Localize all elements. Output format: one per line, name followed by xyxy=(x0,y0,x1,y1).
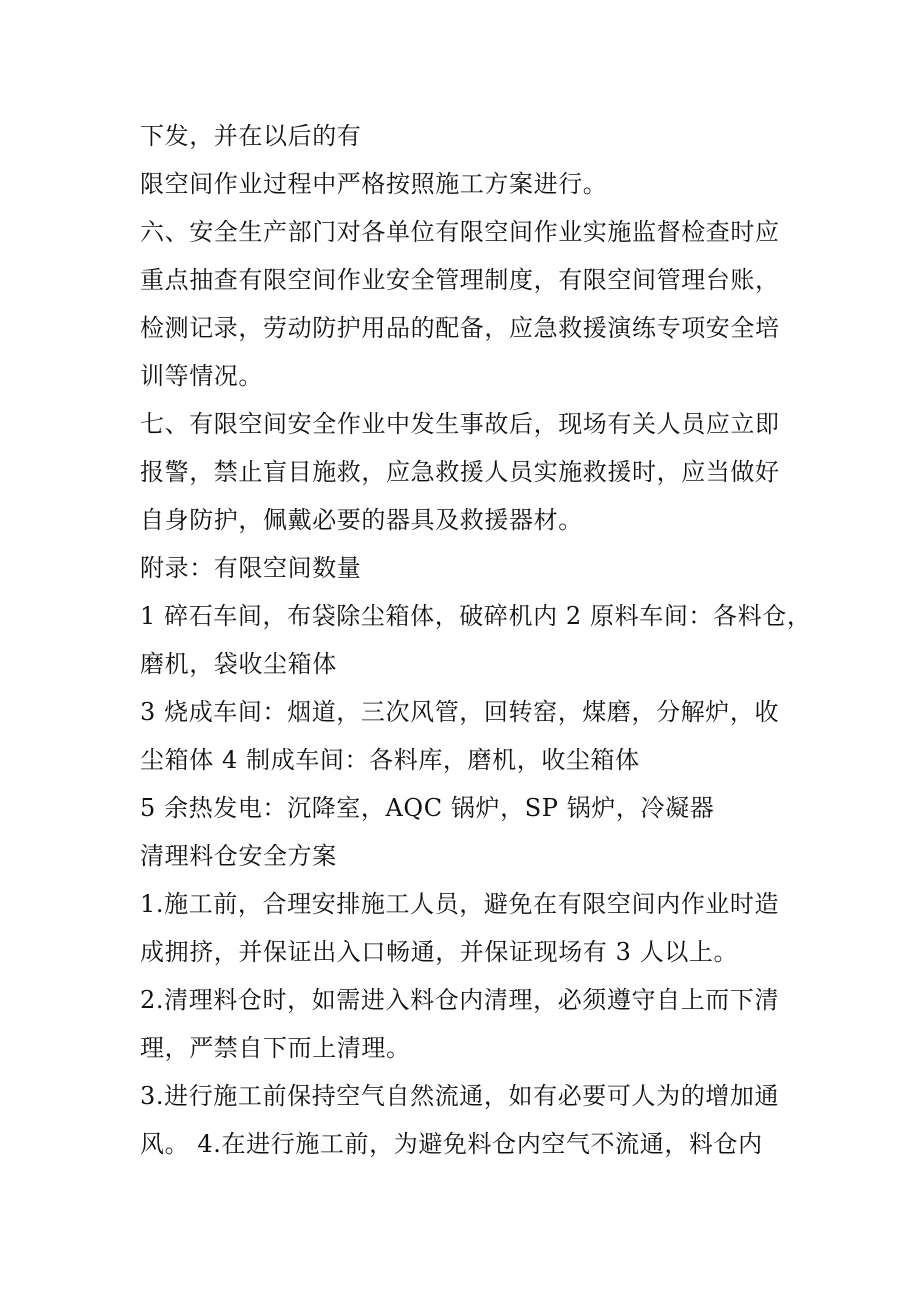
text-line: 5 余热发电：沉降室，AQC 锅炉，SP 锅炉，冷凝器 xyxy=(140,794,715,822)
text-line: 下发，并在以后的有 xyxy=(140,122,362,150)
text-line: 自身防护，佩戴必要的器具及救援器材。 xyxy=(140,506,583,534)
text-line: 磨机，袋收尘箱体 xyxy=(140,650,337,678)
text-line: 成拥挤，并保证出入口畅通，并保证现场有 3 人以上。 xyxy=(140,938,739,966)
text-line: 1.施工前，合理安排施工人员，避免在有限空间内作业时造 xyxy=(140,890,780,918)
text-line: 报警，禁止盲目施救，应急救援人员实施救援时，应当做好 xyxy=(140,458,780,486)
text-line: 六、安全生产部门对各单位有限空间作业实施监督检查时应 xyxy=(140,218,780,246)
section-heading: 清理料仓安全方案 xyxy=(140,842,337,870)
text-line: 重点抽查有限空间作业安全管理制度，有限空间管理台账， xyxy=(140,266,780,294)
text-line: 1 碎石车间，布袋除尘箱体，破碎机内 2 原料车间：各料仓， xyxy=(140,602,812,630)
text-line: 检测记录，劳动防护用品的配备，应急救援演练专项安全培 xyxy=(140,314,780,342)
text-line: 七、有限空间安全作业中发生事故后，现场有关人员应立即 xyxy=(140,410,780,438)
text-line: 理，严禁自下而上清理。 xyxy=(140,1034,411,1062)
text-line: 2.清理料仓时，如需进入料仓内清理，必须遵守自上而下清 xyxy=(140,986,780,1014)
document-body xyxy=(140,112,812,1168)
text-line: 尘箱体 4 制成车间：各料库，磨机，收尘箱体 xyxy=(140,746,640,774)
text-line: 训等情况。 xyxy=(140,362,263,390)
text-line: 3 烧成车间：烟道，三次风管，回转窑，煤磨，分解炉，收 xyxy=(140,698,780,726)
text-line: 风。 4.在进行施工前，为避免料仓内空气不流通，料仓内 xyxy=(140,1130,763,1158)
section-heading: 附录：有限空间数量 xyxy=(140,554,362,582)
text-line: 限空间作业过程中严格按照施工方案进行。 xyxy=(140,170,608,198)
text-line: 3.进行施工前保持空气自然流通，如有必要可人为的增加通 xyxy=(140,1082,780,1110)
